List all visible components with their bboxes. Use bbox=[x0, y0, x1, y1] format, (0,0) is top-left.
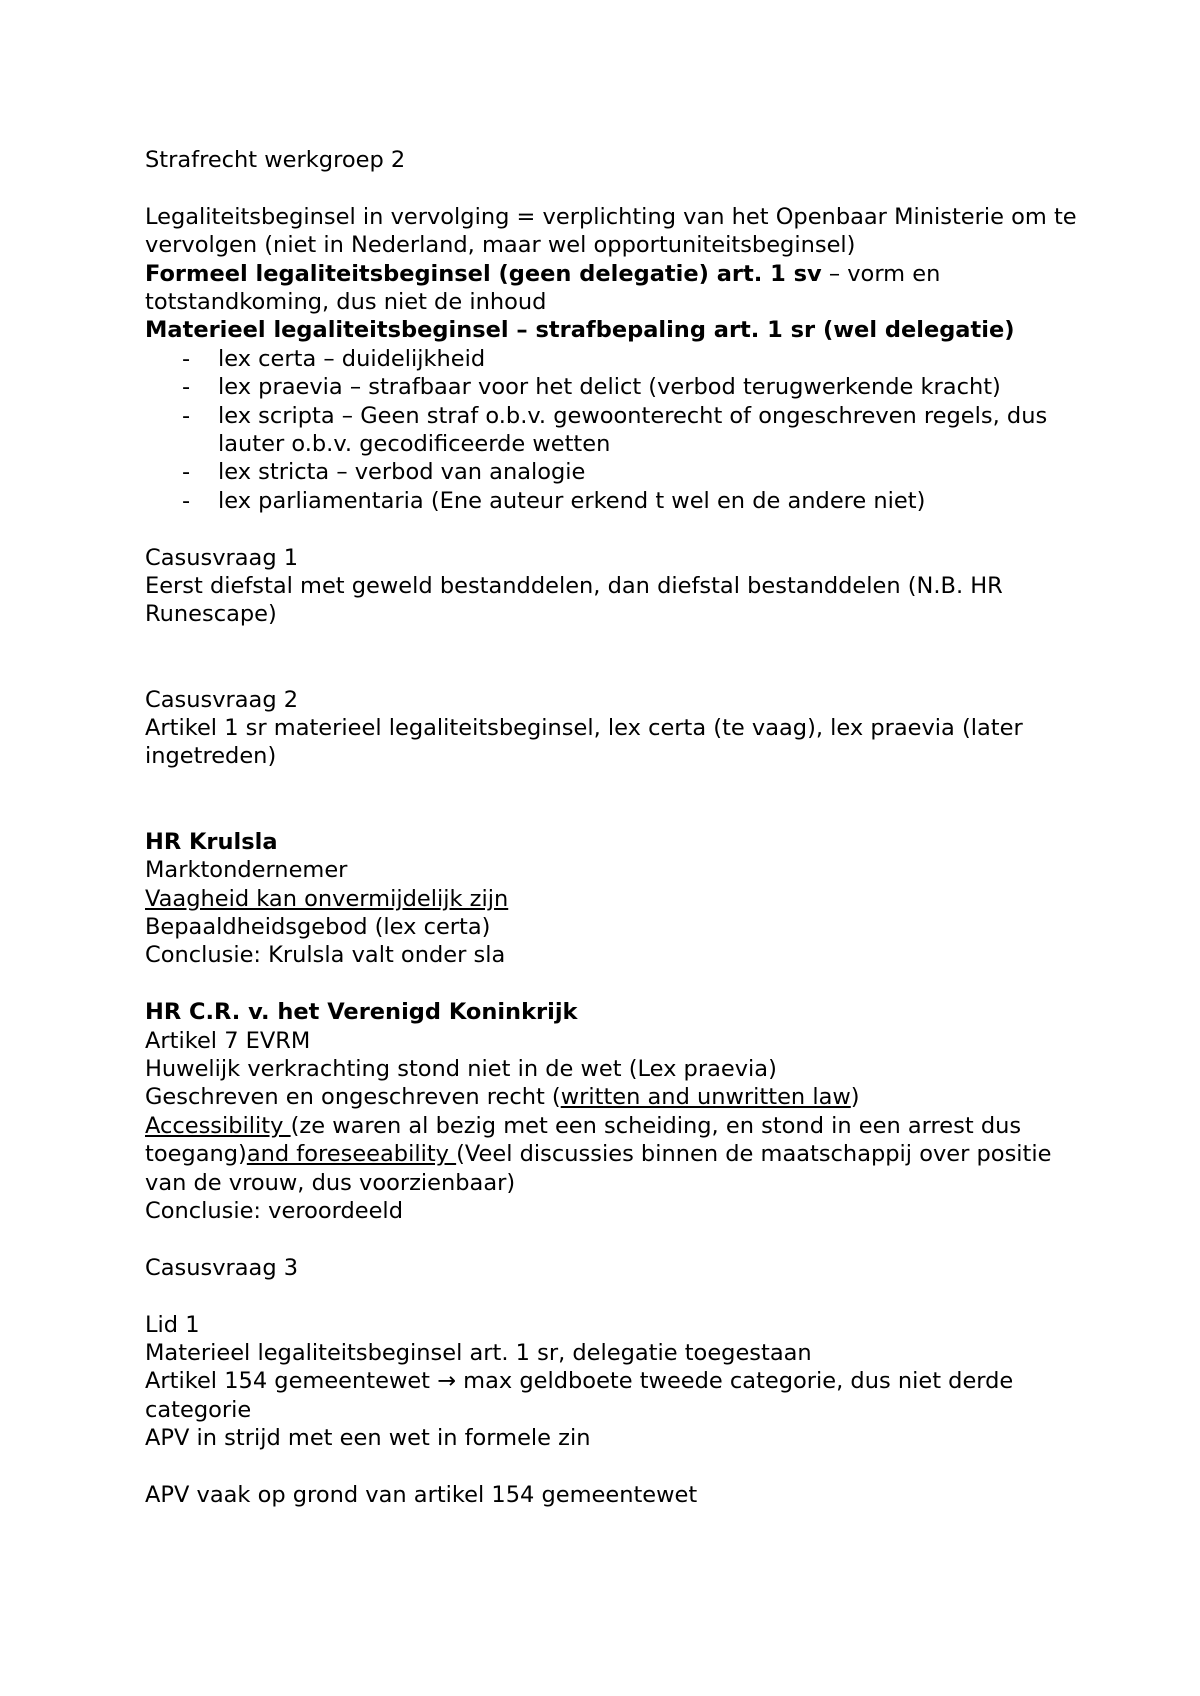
formeel-heading: Formeel legaliteitsbeginsel (geen delegatie) art. 1 sv bbox=[145, 260, 822, 287]
casus1-text: Eerst diefstal met geweld bestanddelen, dan diefstal bestanddelen (N.B. HR Runescape) bbox=[145, 573, 1003, 628]
casus3-line-4: APV vaak op grond van artikel 154 gemeentewet bbox=[145, 1481, 698, 1508]
casus2-heading: Casusvraag 2 bbox=[145, 686, 299, 713]
list-item-text: lex scripta – Geen straf o.b.v. gewoonterecht of ongeschreven regels, dus lauter o.b.v. gecodificeerde wetten bbox=[218, 402, 1048, 458]
accessibility-underlined: Accessibility bbox=[145, 1112, 291, 1139]
cr-conclusion: Conclusie: veroordeeld bbox=[145, 1197, 403, 1224]
cr-line-3-close: ) bbox=[850, 1084, 860, 1111]
blank-line bbox=[145, 515, 1085, 543]
casus3-line-2-rest: max geldboete tweede categorie, dus niet derde categorie bbox=[145, 1368, 1014, 1423]
casus3-line-2-text: Artikel 154 gemeentewet bbox=[145, 1368, 438, 1395]
krulsla-heading-text: HR Krulsla bbox=[145, 828, 278, 855]
blank-line bbox=[145, 174, 1085, 202]
krulsla-underlined: Vaagheid kan onvermijdelijk zijn bbox=[145, 885, 509, 912]
list-item-text: lex certa – duidelijkheid bbox=[218, 345, 486, 372]
cr-heading bbox=[145, 998, 1085, 1026]
intro-paragraph: Legaliteitsbeginsel in vervolging = verplichting van het Openbaar Ministerie om te vervolgen (niet in Nederland, maar wel opportuniteitsbeginsel) bbox=[145, 203, 1077, 259]
blank-line bbox=[145, 970, 1085, 998]
list-item bbox=[145, 345, 1085, 373]
list-item-text: lex praevia – strafbaar voor het delict (verbod terugwerkende kracht) bbox=[218, 374, 1001, 401]
casus3-heading: Casusvraag 3 bbox=[145, 1254, 299, 1281]
casus2-text: Artikel 1 sr materieel legaliteitsbeginsel, lex certa (te vaag), lex praevia (later ingetreden) bbox=[145, 715, 1023, 770]
cr-line-3-text: Geschreven en ongeschreven recht ( bbox=[145, 1084, 561, 1111]
list-item bbox=[145, 458, 1085, 486]
cr-line-3 bbox=[145, 1083, 1085, 1111]
casus3-line-3: APV in strijd met een wet in formele zin bbox=[145, 1425, 591, 1452]
materieel-heading-text: Materieel legaliteitsbeginsel – strafbepaling art. 1 sr (wel delegatie) bbox=[145, 317, 1015, 344]
dash-bullet: - bbox=[182, 402, 191, 429]
arrow-right-icon: → bbox=[437, 1368, 457, 1395]
cr-accessibility-paragraph bbox=[145, 1112, 1085, 1197]
dash-bullet: - bbox=[182, 459, 191, 486]
foreseeability-underlined: and foreseeability bbox=[246, 1141, 457, 1168]
krulsla-line-2 bbox=[145, 885, 1085, 913]
blank-line bbox=[145, 1282, 1085, 1310]
krulsla-line-1: Marktondernemer bbox=[145, 857, 348, 884]
dash-bullet: - bbox=[182, 345, 191, 372]
blank-line bbox=[145, 1453, 1085, 1481]
casus3-lid: Lid 1 bbox=[145, 1311, 200, 1338]
formeel-paragraph bbox=[145, 260, 1085, 317]
cr-line-1: Artikel 7 EVRM bbox=[145, 1027, 311, 1054]
list-item bbox=[145, 402, 1085, 459]
lex-list bbox=[145, 345, 1085, 515]
casus3-line-2 bbox=[145, 1367, 1085, 1424]
foreseeability-text: (Veel discussies binnen de maatschappij over positie van de vrouw, dus voorzienbaar) bbox=[145, 1141, 1052, 1196]
casus1-heading: Casusvraag 1 bbox=[145, 544, 299, 571]
list-item-text: lex stricta – verbod van analogie bbox=[218, 459, 586, 486]
casus3-line-1: Materieel legaliteitsbeginsel art. 1 sr, delegatie toegestaan bbox=[145, 1339, 812, 1366]
cr-line-2: Huwelijk verkrachting stond niet in de wet (Lex praevia) bbox=[145, 1055, 777, 1082]
krulsla-line-3: Bepaaldheidsgebod (lex certa) bbox=[145, 913, 491, 940]
blank-line bbox=[145, 629, 1085, 686]
accessibility-text: (ze waren al bezig met een scheiding, en stond in een arrest dus toegang) bbox=[145, 1112, 1022, 1168]
document-title: Strafrecht werkgroep 2 bbox=[145, 147, 406, 173]
list-item bbox=[145, 487, 1085, 515]
materieel-heading bbox=[145, 316, 1085, 344]
krulsla-heading bbox=[145, 828, 1085, 856]
formeel-text: – vorm en totstandkoming, dus niet de inhoud bbox=[145, 260, 941, 316]
cr-heading-text: HR C.R. v. het Verenigd Koninkrijk bbox=[145, 999, 578, 1026]
dash-bullet: - bbox=[182, 374, 191, 401]
krulsla-conclusion: Conclusie: Krulsla valt onder sla bbox=[145, 942, 506, 969]
list-item bbox=[145, 373, 1085, 401]
blank-line bbox=[145, 1225, 1085, 1253]
blank-line bbox=[145, 771, 1085, 828]
cr-line-3-underlined: written and unwritten law bbox=[560, 1084, 851, 1111]
dash-bullet: - bbox=[182, 487, 191, 514]
document-body bbox=[145, 146, 1085, 1509]
list-item-text: lex parliamentaria (Ene auteur erkend t wel en de andere niet) bbox=[218, 487, 926, 514]
